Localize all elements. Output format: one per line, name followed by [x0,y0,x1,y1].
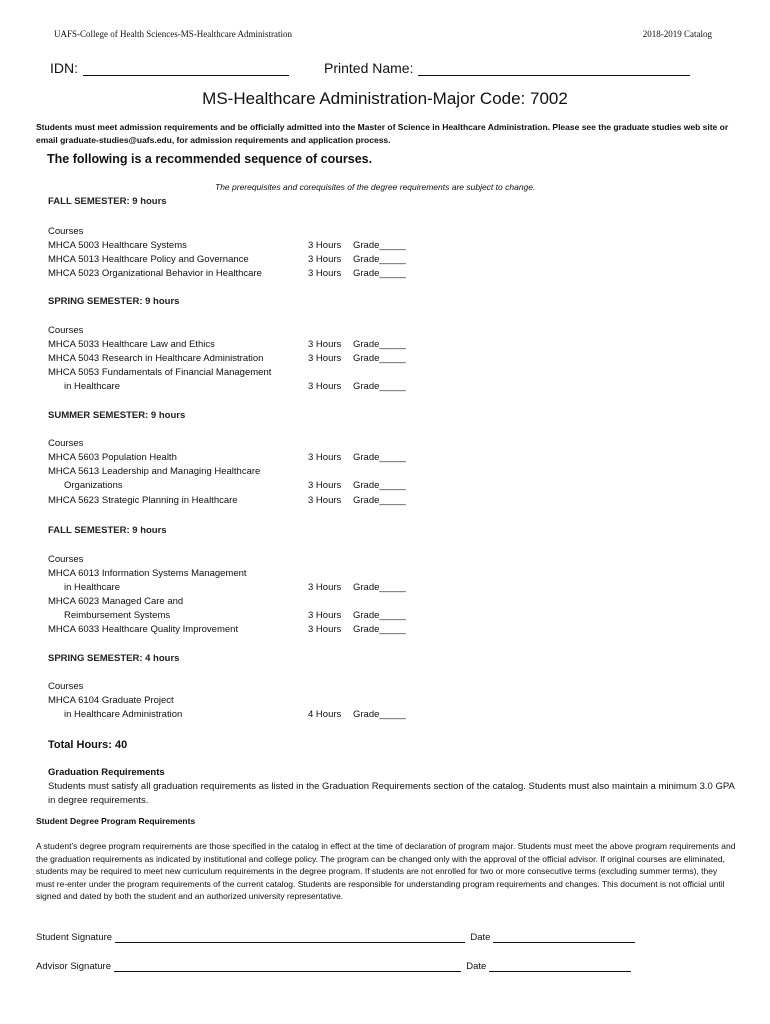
program-requirements-heading: Student Degree Program Requirements [36,816,196,826]
course-hours: 3 Hours [308,624,342,635]
grade-blank[interactable]: Grade_____ [353,381,406,392]
grade-blank[interactable]: Grade_____ [353,709,406,720]
course-title-continued: Reimbursement Systems [64,610,171,621]
course-hours: 3 Hours [308,495,342,506]
student-signature-row [36,932,635,943]
courses-label: Courses [48,681,84,692]
courses-label: Courses [48,226,84,237]
course-title: MHCA 5053 Fundamentals of Financial Management [48,367,272,378]
grade-blank[interactable]: Grade_____ [353,610,406,621]
advisor-signature-row [36,961,631,972]
grade-blank[interactable]: Grade_____ [353,624,406,635]
course-title: MHCA 5043 Research in Healthcare Administration [48,353,264,364]
semester-heading: SPRING SEMESTER: 9 hours [48,296,180,307]
courses-label: Courses [48,438,84,449]
course-title-continued: in Healthcare [64,582,120,593]
course-hours: 3 Hours [308,268,342,279]
course-title: MHCA 6104 Graduate Project [48,695,174,706]
course-hours: 3 Hours [308,353,342,364]
idn-field[interactable] [50,60,289,76]
grade-blank[interactable]: Grade_____ [353,480,406,491]
course-hours: 3 Hours [308,610,342,621]
course-hours: 4 Hours [308,709,342,720]
student-date-label: Date [470,932,491,943]
grade-blank[interactable]: Grade_____ [353,582,406,593]
advisor-signature-line[interactable] [114,961,461,972]
course-title: MHCA 5623 Strategic Planning in Healthcare [48,495,238,506]
grade-blank[interactable]: Grade_____ [353,339,406,350]
course-title: MHCA 5033 Healthcare Law and Ethics [48,339,215,350]
semester-heading: SUMMER SEMESTER: 9 hours [48,410,186,421]
course-title: MHCA 6013 Information Systems Management [48,568,247,579]
admission-note: Students must meet admission requirements and be officially admitted into the Master of Science in Healthcare Administration. Please see the graduate studies web site or email graduate-studies@uafs.edu, for admission requirements and application process. [36,122,729,145]
course-title: MHCA 6023 Managed Care and [48,596,184,607]
course-hours: 3 Hours [308,240,342,251]
courses-label: Courses [48,554,84,565]
printed-name-field[interactable] [324,60,690,76]
sequence-heading: The following is a recommended sequence of courses. [47,152,373,166]
grade-blank[interactable]: Grade_____ [353,254,406,265]
course-hours: 3 Hours [308,452,342,463]
semester-heading: FALL SEMESTER: 9 hours [48,196,167,207]
course-title: MHCA 5023 Organizational Behavior in Healthcare [48,268,262,279]
course-title-continued: in Healthcare Administration [64,709,183,720]
header-program: UAFS-College of Health Sciences-MS-Healthcare Administration [54,29,292,39]
semester-heading: SPRING SEMESTER: 4 hours [48,653,180,664]
printed-name-label: Printed Name: [324,60,414,76]
course-title: MHCA 6033 Healthcare Quality Improvement [48,624,239,635]
grade-blank[interactable]: Grade_____ [353,495,406,506]
courses-label: Courses [48,325,84,336]
graduation-text: Students must satisfy all graduation requirements as listed in the Graduation Requirements section of the catalog. Students must also maintain a minimum 3.0 GPA in degree requirements. [48,781,735,806]
course-hours: 3 Hours [308,381,342,392]
grade-blank[interactable]: Grade_____ [353,452,406,463]
idn-blank[interactable] [83,61,289,76]
graduation-heading: Graduation Requirements [48,767,165,778]
course-hours: 3 Hours [308,582,342,593]
course-title: MHCA 5003 Healthcare Systems [48,240,187,251]
program-requirements-text: A student’s degree program requirements are those specified in the catalog in effect at the time of declaration of program major. Students must meet the above program requirements and the graduation requirements as indicated by institutional and college policy. The program can be changed only with the approval of the official advisor. If original courses are eliminated, students may be required to meet new curriculum requirements in the degree program. If students are not enrolled for two or more consecutive terms (excluding summer terms), they must re-enter under the program requirements of the current catalog. Students are responsible for understanding program requirements and changes. This document is not official until signed and dated by both the student and an authorized university representative. [36,841,736,901]
course-title-continued: in Healthcare [64,381,120,392]
advisor-signature-label: Advisor Signature [36,961,111,972]
course-title: MHCA 5603 Population Health [48,452,177,463]
grade-blank[interactable]: Grade_____ [353,268,406,279]
idn-label: IDN: [50,60,78,76]
grade-blank[interactable]: Grade_____ [353,353,406,364]
advisor-date-label: Date [466,961,487,972]
total-hours: Total Hours: 40 [48,739,128,751]
student-date-line[interactable] [493,932,635,943]
page-title: MS-Healthcare Administration-Major Code: 7002 [202,89,568,108]
course-hours: 3 Hours [308,480,342,491]
semester-heading: FALL SEMESTER: 9 hours [48,525,167,536]
course-title: MHCA 5613 Leadership and Managing Healthcare [48,466,261,477]
student-signature-label: Student Signature [36,932,113,943]
advisor-date-line[interactable] [489,961,631,972]
course-hours: 3 Hours [308,339,342,350]
printed-name-blank[interactable] [418,61,690,76]
course-title-continued: Organizations [64,480,123,491]
grade-blank[interactable]: Grade_____ [353,240,406,251]
course-title: MHCA 5013 Healthcare Policy and Governance [48,254,249,265]
header-catalog-year: 2018-2019 Catalog [642,29,712,39]
student-signature-line[interactable] [115,932,465,943]
prerequisites-note: The prerequisites and corequisites of the degree requirements are subject to change. [215,182,536,192]
course-hours: 3 Hours [308,254,342,265]
